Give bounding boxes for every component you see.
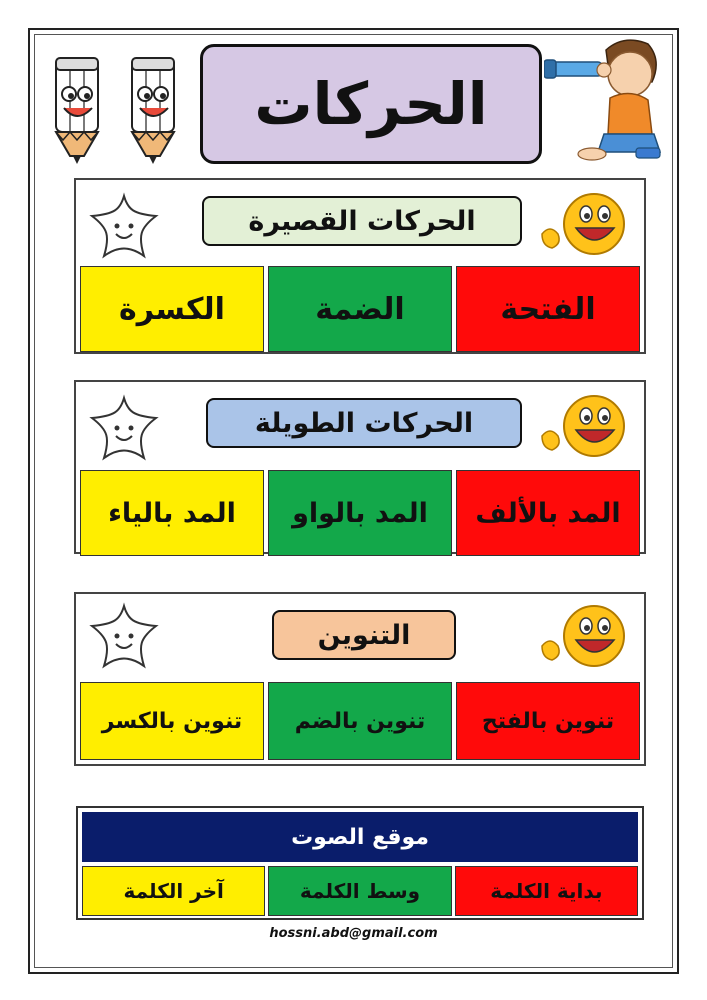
pencil-icon: [118, 50, 188, 166]
cell-damma: الضمة: [268, 266, 452, 352]
smiley-icon: [532, 190, 634, 260]
section-title: التنوين: [272, 610, 456, 660]
star-icon: [86, 602, 162, 672]
page-title: الحركات: [200, 44, 542, 164]
cell-tanween-kasr: تنوين بالكسر: [80, 682, 264, 760]
cell-word-end: آخر الكلمة: [82, 866, 265, 916]
tanween-section: [74, 592, 646, 766]
section-title: الحركات الطويلة: [206, 398, 522, 448]
cell-tanween-damm: تنوين بالضم: [268, 682, 452, 760]
cell-tanween-fath: تنوين بالفتح: [456, 682, 640, 760]
section-title: الحركات القصيرة: [202, 196, 522, 246]
child-telescope-icon: [544, 30, 664, 170]
star-icon: [86, 394, 162, 464]
star-icon: [86, 192, 162, 262]
cell-alif: المد بالألف: [456, 470, 640, 556]
sound-position-title: موقع الصوت: [82, 812, 638, 862]
smiley-icon: [532, 602, 634, 672]
cell-waw: المد بالواو: [268, 470, 452, 556]
cell-fatha: الفتحة: [456, 266, 640, 352]
cell-word-start: بداية الكلمة: [455, 866, 638, 916]
smiley-icon: [532, 392, 634, 462]
cell-ya: المد بالياء: [80, 470, 264, 556]
sound-position-section: [76, 806, 644, 920]
long-vowels-section: [74, 380, 646, 554]
pencil-icon: [42, 50, 112, 166]
cell-kasra: الكسرة: [80, 266, 264, 352]
short-vowels-section: [74, 178, 646, 354]
author-email: hossni.abd@gmail.com: [269, 926, 438, 941]
cell-word-middle: وسط الكلمة: [268, 866, 451, 916]
